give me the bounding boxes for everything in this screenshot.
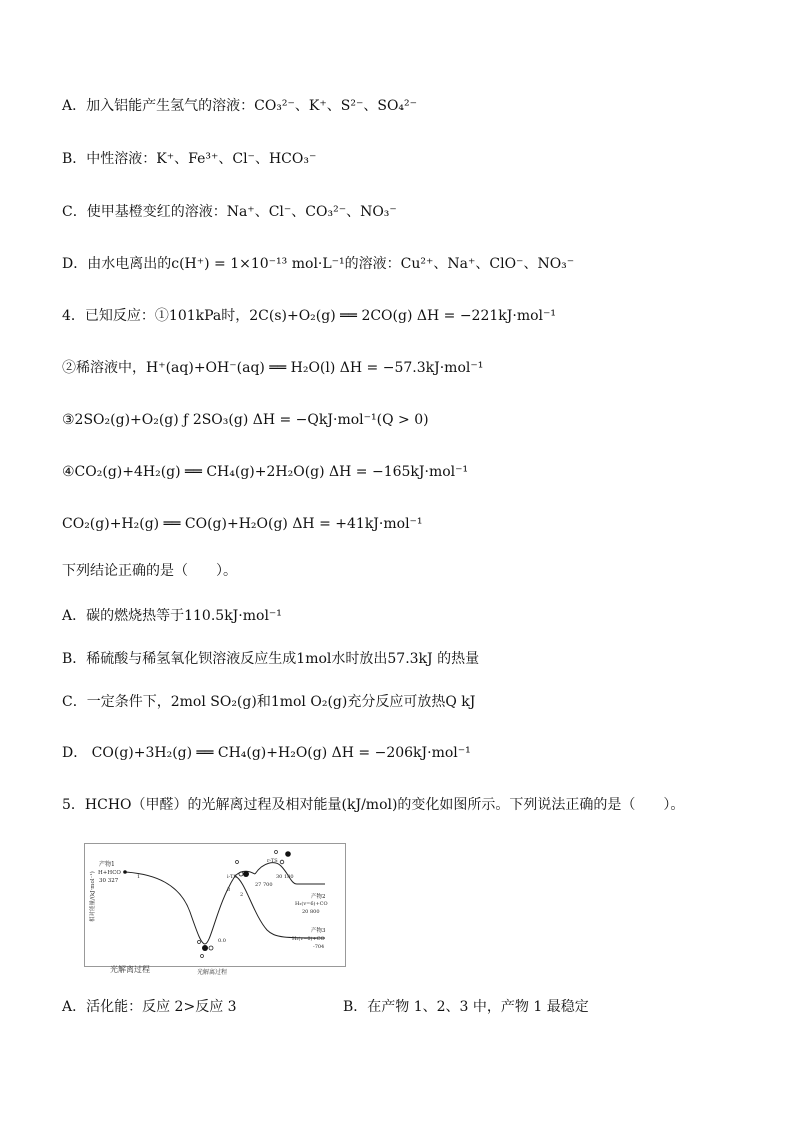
- option-c-q3: C．使甲基橙变红的溶液：Na⁺、Cl⁻、CO₃²⁻、NO₃⁻: [62, 204, 397, 220]
- path-3-label: 3: [227, 887, 231, 893]
- p2-value: 20 800: [302, 909, 320, 915]
- reaction-4: ④CO₂(g)+4H₂(g) ══ CH₄(g)+2H₂O(g) ΔH = −165kJ·mol⁻¹: [62, 464, 469, 480]
- option-a-q4: A．碳的燃烧热等于110.5kJ·mol⁻¹: [62, 608, 282, 624]
- option-a-q5: A．活化能：反应 2>反应 3: [62, 999, 237, 1015]
- p3-name: 产物3: [311, 928, 326, 934]
- p3-formula: H₂(v=0)+CO: [292, 936, 325, 942]
- i-ts-molecule-icon: [236, 861, 250, 878]
- start-value: 0.0: [218, 938, 226, 944]
- option-b-q5: B．在产物 1、2、3 中，产物 1 最稳定: [343, 999, 589, 1015]
- option-a-q3: A．加入铝能产生氢气的溶液：CO₃²⁻、K⁺、S²⁻、SO₄²⁻: [62, 98, 418, 114]
- path-1-label: 1: [137, 874, 141, 880]
- p1-point: [123, 870, 127, 874]
- diagram-ylabel: 相对能量/(kJ·mol⁻¹): [90, 871, 96, 922]
- hcho-molecule-icon: [198, 941, 214, 958]
- question-4-prompt: 下列结论正确的是（ ）。: [62, 563, 237, 579]
- option-d-q4: D． CO(g)+3H₂(g) ══ CH₄(g)+H₂O(g) ΔH = −206kJ·mol⁻¹: [62, 745, 471, 761]
- path-2-label: 2: [240, 892, 244, 898]
- reaction-3: ③2SO₂(g)+O₂(g) ƒ 2SO₃(g) ΔH = −QkJ·mol⁻¹(Q > 0): [62, 412, 429, 428]
- option-d-q3: D．由水电离出的c(H⁺) = 1×10⁻¹³ mol·L⁻¹的溶液：Cu²⁺、Na⁺、ClO⁻、NO₃⁻: [62, 256, 575, 272]
- r-ts-value: 30 180: [276, 874, 294, 880]
- i-ts-value: 27 700: [255, 882, 273, 888]
- i-ts-label: i-TS: [227, 874, 237, 880]
- energy-diagram: [84, 843, 346, 976]
- question-5-stem: 5．HCHO（甲醛）的光解离过程及相对能量(kJ/mol)的变化如图所示。下列说法正确的是（ ）。: [62, 797, 685, 813]
- p1-name: 产物1: [99, 861, 115, 868]
- reaction-5: CO₂(g)+H₂(g) ══ CO(g)+H₂O(g) ΔH = +41kJ·mol⁻¹: [62, 516, 423, 532]
- reaction-2: ②稀溶液中，H⁺(aq)+OH⁻(aq) ══ H₂O(l) ΔH = −57.3kJ·mol⁻¹: [62, 360, 484, 376]
- r-ts-label: r-TS: [267, 858, 278, 864]
- p3-value: -704: [313, 944, 325, 950]
- p2-formula: H₂(v=6)+CO: [295, 901, 328, 907]
- p1-formula: H+HCO: [98, 870, 121, 876]
- p2-name: 产物2: [311, 894, 326, 900]
- question-4-stem: 4．已知反应：①101kPa时，2C(s)+O₂(g) ══ 2CO(g) ΔH = −221kJ·mol⁻¹: [62, 308, 557, 324]
- diagram-xlabel: 光解离过程: [197, 969, 228, 976]
- option-b-q3: B．中性溶液：K⁺、Fe³⁺、Cl⁻、HCO₃⁻: [62, 151, 317, 167]
- option-c-q4: C．一定条件下，2mol SO₂(g)和1mol O₂(g)充分反应可放热Q kJ: [62, 694, 476, 710]
- option-b-q4: B．稀硫酸与稀氢氧化钡溶液反应生成1mol水时放出57.3kJ 的热量: [62, 651, 480, 667]
- p1-value: 30 327: [99, 878, 119, 884]
- energy-curve: [125, 871, 255, 944]
- diagram-xlabel-caption: 光解离过程: [110, 965, 150, 974]
